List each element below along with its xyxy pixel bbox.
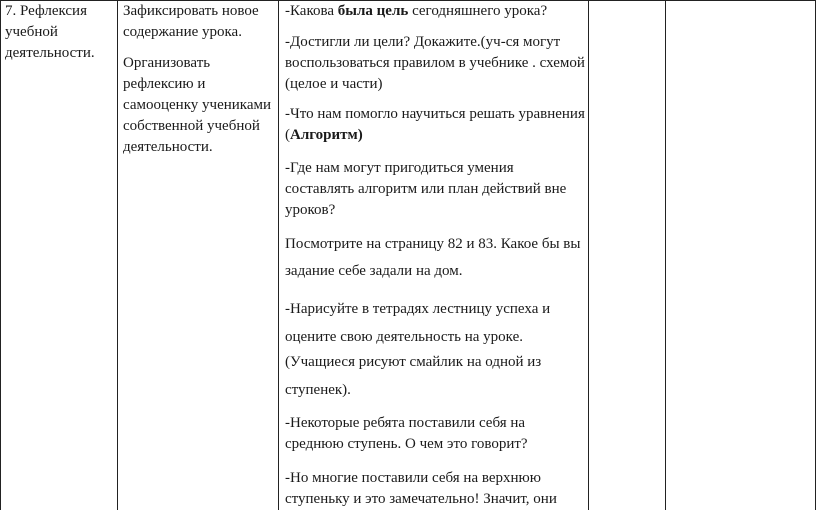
column-border [278, 0, 279, 510]
column-border [117, 0, 118, 510]
q3-text-bold: Алгоритм) [290, 127, 363, 143]
q1-text-bold: была цель [337, 3, 409, 19]
activity-homework: Посмотрите на страницу 82 и 83. Какое бы вы задание себе задали на дом. [285, 236, 581, 279]
activity-question-4: -Где нам могут пригодиться умения составлять алгоритм или план действий вне уроков? [285, 160, 567, 218]
activity-smiley-note: (Учащиеся рисуют смайлик на одной из ступенек). [285, 354, 542, 398]
activity-question-3 [285, 104, 585, 146]
activity-question-1 [285, 1, 585, 22]
q1-text-post: сегодняшнего урока? [408, 3, 548, 19]
goal-text-2: Организовать рефлексию и самооценку учениками собственной учебной деятельности. [123, 55, 272, 155]
column-border [0, 0, 1, 510]
column-border [665, 0, 666, 510]
column-border [588, 0, 589, 510]
stage-text: 7. Рефлексия учебной деятельности. [5, 3, 95, 61]
stage-cell [5, 1, 113, 64]
activity-ladder: -Нарисуйте в тетрадях лестницу успеха и оцените свою деятельность на уроке. [285, 301, 551, 345]
goal-text-1: Зафиксировать новое содержание урока. [123, 3, 259, 40]
activity-question-9: -Но многие поставили себя на верхнюю ступеньку и это замечательно! Значит, они [285, 470, 557, 507]
activity-question-2: -Достигли ли цели? Докажите.(уч-ся могут воспользоваться правилом в учебнике . схемой (целое и части) [285, 34, 585, 92]
q1-text-pre: -Какова [285, 3, 338, 19]
activity-question-8: -Некоторые ребята поставили себя на среднюю ступень. О чем это говорит? [285, 415, 528, 452]
q3-text-pre: -Что нам помогло научиться решать уравнения ( [285, 106, 585, 143]
goal-cell [123, 1, 275, 158]
